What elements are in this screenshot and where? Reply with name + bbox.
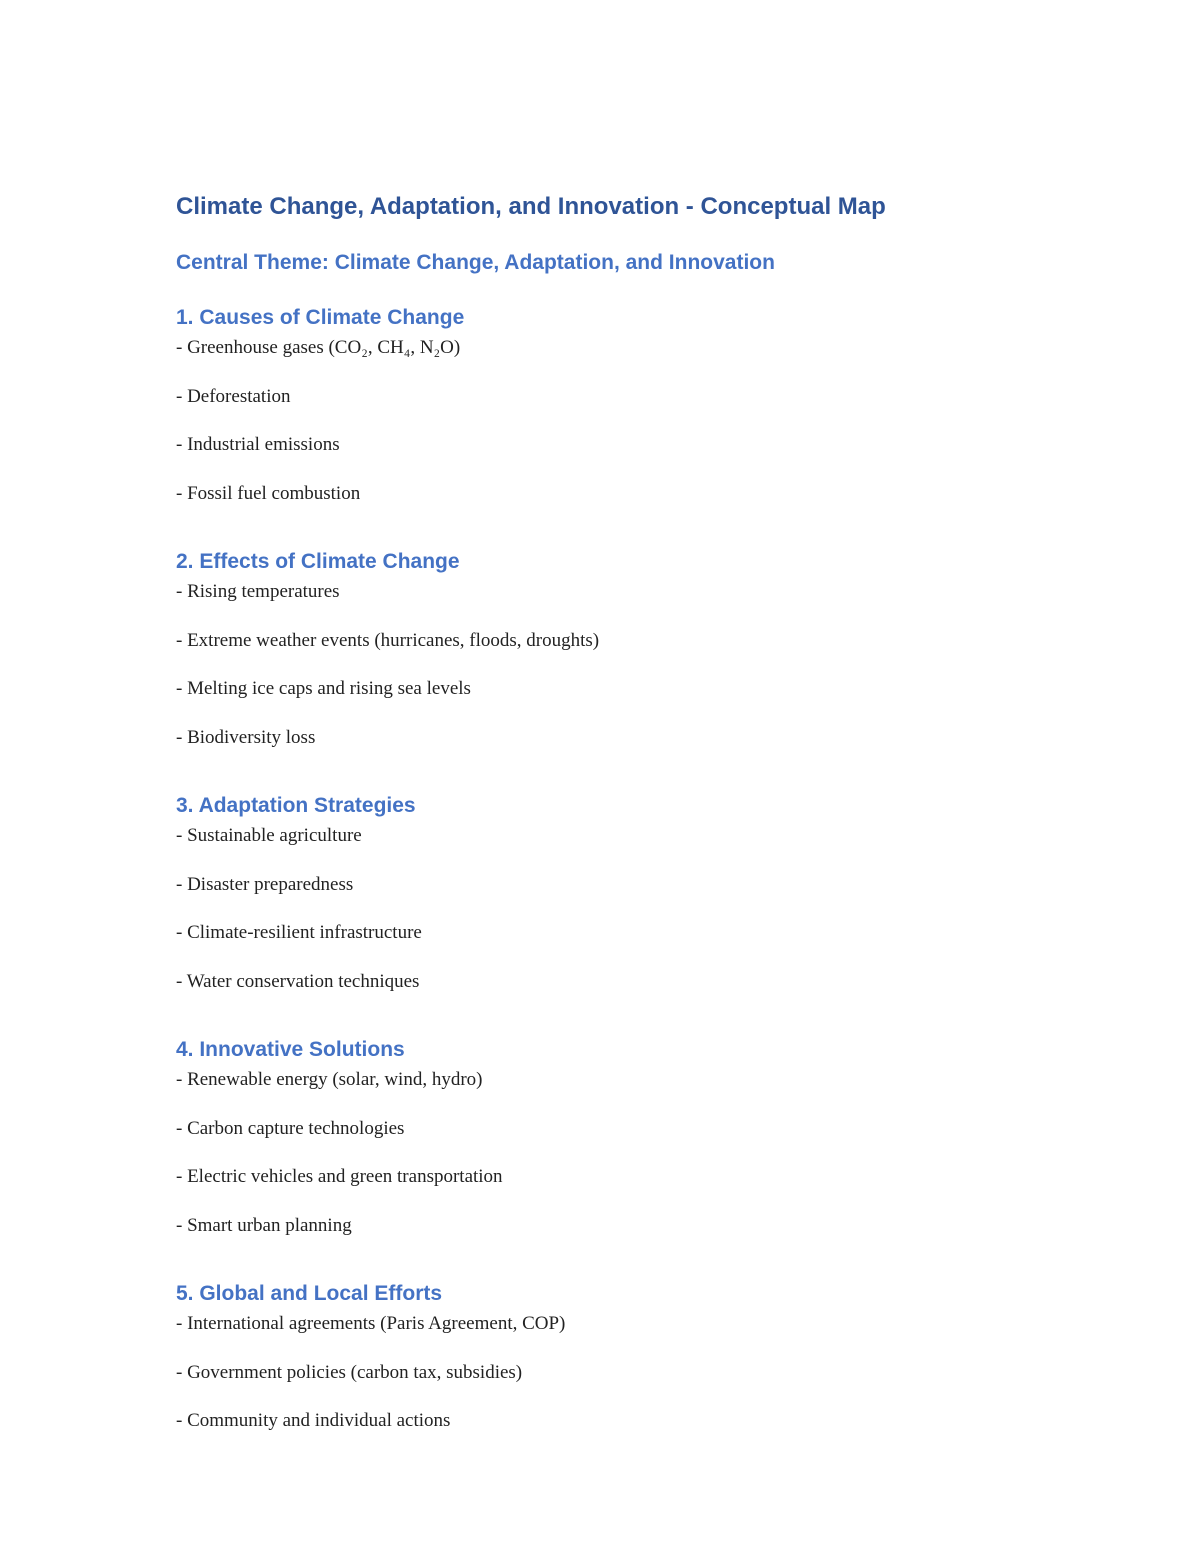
list-item: - Smart urban planning [176, 1214, 352, 1236]
section-heading: 1. Causes of Climate Change [176, 306, 465, 329]
list-item: - Climate-resilient infrastructure [176, 922, 422, 943]
list-item: - Greenhouse gases (CO₂, CH₄, N₂O) [176, 337, 461, 358]
list-item: - Rising temperatures [176, 581, 340, 602]
section-item-list [176, 1066, 1076, 1260]
section-item-list [176, 1310, 1076, 1456]
section-causes [176, 302, 1076, 528]
central-theme-heading: Central Theme: Climate Change, Adaptation, and Innovation [176, 251, 775, 274]
section-item-list [176, 578, 1076, 772]
list-item: - Fossil fuel combustion [176, 482, 361, 504]
section-global-local-efforts [176, 1278, 1076, 1456]
section-effects [176, 546, 1076, 772]
list-item: - Carbon capture technologies [176, 1117, 405, 1139]
section-item-list [176, 334, 1076, 528]
section-heading: 3. Adaptation Strategies [176, 794, 416, 817]
list-item: - International agreements (Paris Agreement, COP) [176, 1313, 566, 1334]
section-heading: 5. Global and Local Efforts [176, 1282, 443, 1305]
list-item: - Biodiversity loss [176, 726, 316, 748]
list-item: - Electric vehicles and green transportation [176, 1166, 503, 1187]
list-item: - Extreme weather events (hurricanes, floods, droughts) [176, 629, 600, 651]
list-item: - Community and individual actions [176, 1410, 451, 1431]
document-title: Climate Change, Adaptation, and Innovation - Conceptual Map [176, 193, 886, 220]
list-item: - Water conservation techniques [176, 970, 420, 992]
list-item: - Deforestation [176, 385, 291, 407]
section-heading: 2. Effects of Climate Change [176, 550, 460, 573]
section-innovation [176, 1034, 1076, 1260]
list-item: - Industrial emissions [176, 434, 340, 455]
list-item: - Sustainable agriculture [176, 825, 362, 846]
list-item: - Renewable energy (solar, wind, hydro) [176, 1069, 483, 1090]
list-item: - Government policies (carbon tax, subsidies) [176, 1361, 523, 1383]
list-item: - Melting ice caps and rising sea levels [176, 678, 471, 699]
section-adaptation [176, 790, 1076, 1016]
list-item: - Disaster preparedness [176, 873, 354, 895]
section-item-list [176, 822, 1076, 1016]
document-content [176, 190, 1076, 1456]
section-heading: 4. Innovative Solutions [176, 1038, 405, 1061]
